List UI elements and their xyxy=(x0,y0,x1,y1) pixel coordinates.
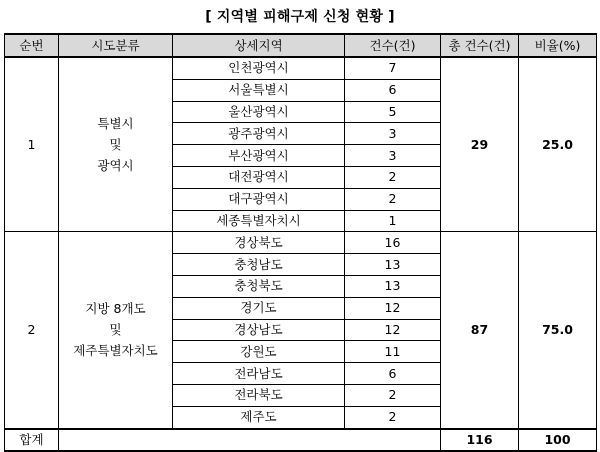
group-category-line: 제주특별자치도 xyxy=(73,343,158,359)
count-cell: 2 xyxy=(345,384,441,406)
table-row xyxy=(5,57,597,79)
region-cell: 부산광역시 xyxy=(173,145,345,167)
region-cell: 서울특별시 xyxy=(173,79,345,101)
count-cell: 3 xyxy=(345,145,441,167)
region-cell: 울산광역시 xyxy=(173,101,345,123)
count-cell: 6 xyxy=(345,363,441,385)
group-category-line: 및 xyxy=(109,137,122,153)
count-cell: 16 xyxy=(345,232,441,254)
table-row xyxy=(5,232,597,254)
header-no: 순번 xyxy=(5,34,59,57)
summary-empty xyxy=(59,429,441,452)
region-cell: 충청북도 xyxy=(173,275,345,297)
group-category-line: 지방 8개도 xyxy=(85,301,146,317)
group-category-line: 및 xyxy=(109,322,122,338)
region-cell: 경기도 xyxy=(173,297,345,319)
region-cell: 전라북도 xyxy=(173,384,345,406)
page-title: [ 지역별 피해구제 신청 현황 ] xyxy=(205,9,395,25)
count-cell: 2 xyxy=(345,166,441,188)
count-cell: 3 xyxy=(345,123,441,145)
region-cell: 경상북도 xyxy=(173,232,345,254)
group-no: 2 xyxy=(5,232,59,429)
count-cell: 1 xyxy=(345,210,441,232)
header-ratio: 비율(%) xyxy=(519,34,597,57)
header-count: 건수(건) xyxy=(345,34,441,57)
group-total: 29 xyxy=(441,57,519,232)
summary-total: 116 xyxy=(441,429,519,452)
count-cell: 12 xyxy=(345,297,441,319)
summary-row xyxy=(5,429,597,452)
count-cell: 13 xyxy=(345,275,441,297)
group-category xyxy=(59,57,173,232)
group-total: 87 xyxy=(441,232,519,429)
region-cell: 제주도 xyxy=(173,406,345,428)
region-cell: 광주광역시 xyxy=(173,123,345,145)
region-cell: 경상남도 xyxy=(173,319,345,341)
group-category-line: 광역시 xyxy=(97,158,134,174)
count-cell: 2 xyxy=(345,188,441,210)
header-region: 상세지역 xyxy=(173,34,345,57)
header-total: 총 건수(건) xyxy=(441,34,519,57)
region-cell: 세종특별자치시 xyxy=(173,210,345,232)
group-category xyxy=(59,232,173,429)
summary-ratio: 100 xyxy=(519,429,597,452)
header-row xyxy=(5,34,597,57)
count-cell: 5 xyxy=(345,101,441,123)
count-cell: 2 xyxy=(345,406,441,428)
group-category-line: 특별시 xyxy=(97,116,134,132)
group-no: 1 xyxy=(5,57,59,232)
count-cell: 7 xyxy=(345,57,441,79)
count-cell: 11 xyxy=(345,341,441,363)
count-cell: 13 xyxy=(345,254,441,276)
region-cell: 전라남도 xyxy=(173,363,345,385)
group-ratio: 75.0 xyxy=(519,232,597,429)
region-cell: 인천광역시 xyxy=(173,57,345,79)
count-cell: 6 xyxy=(345,79,441,101)
region-cell: 충청남도 xyxy=(173,254,345,276)
summary-label: 합계 xyxy=(5,429,59,452)
region-cell: 대전광역시 xyxy=(173,166,345,188)
region-cell: 강원도 xyxy=(173,341,345,363)
group-ratio: 25.0 xyxy=(519,57,597,232)
header-category: 시도분류 xyxy=(59,34,173,57)
region-cell: 대구광역시 xyxy=(173,188,345,210)
count-cell: 12 xyxy=(345,319,441,341)
region-table xyxy=(4,33,597,452)
